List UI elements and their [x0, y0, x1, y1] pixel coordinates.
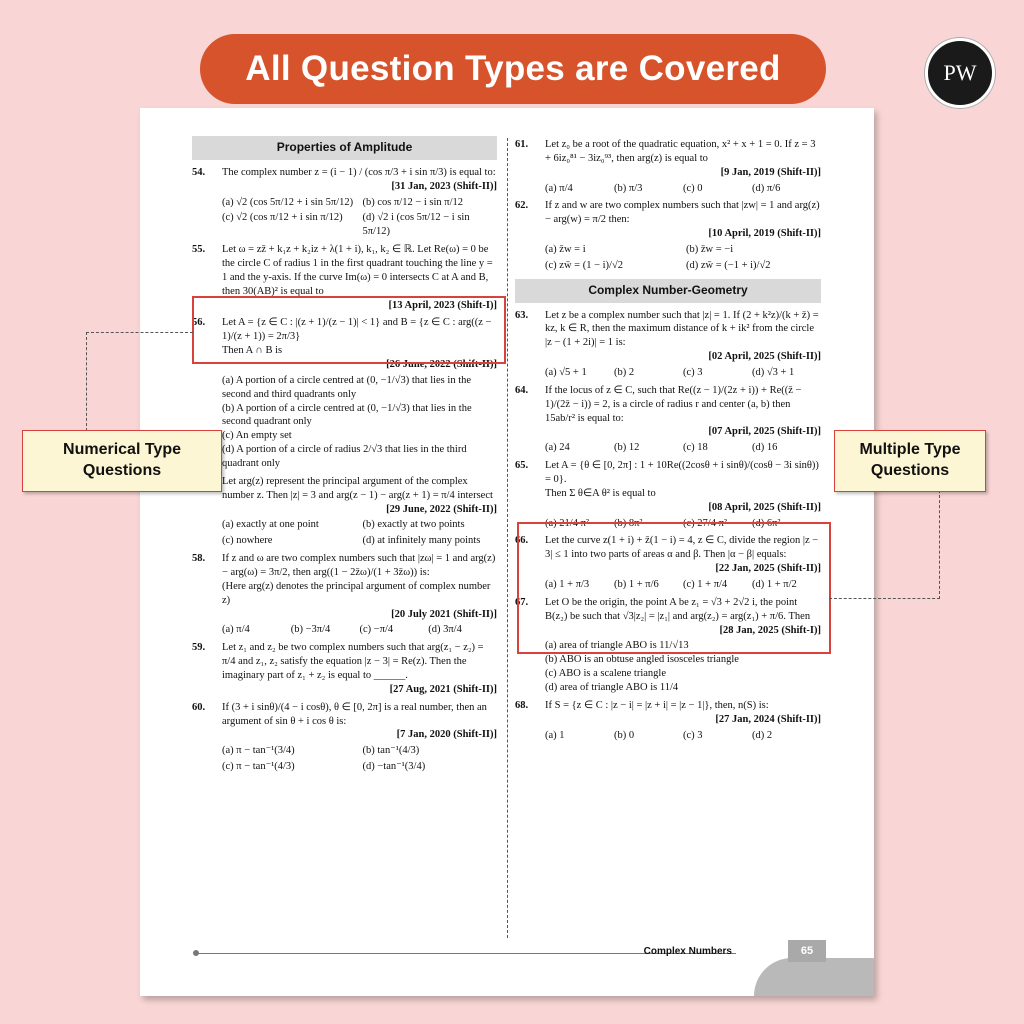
exam-reference: [31 Jan, 2023 (Shift-II)] — [391, 180, 497, 192]
left-column — [192, 136, 497, 778]
option-item: (b) exactly at two points — [362, 519, 465, 531]
option-item: (b) π/3 — [614, 182, 643, 194]
highlight-box-q65 — [517, 522, 831, 654]
question-number: 62. — [515, 200, 529, 212]
options-list — [192, 374, 497, 471]
option-item: (c) 27/4 π² — [683, 517, 728, 529]
exam-reference: [29 June, 2022 (Shift-II)] — [386, 503, 497, 515]
question-text: If (3 + i sinθ)/(4 − i cosθ), θ ∈ [0, 2π] is a real number, then an argument of sin θ + i cos θ is: — [222, 701, 487, 727]
question-number: 59. — [192, 642, 206, 654]
question-number: 64. — [515, 384, 529, 396]
question-text: If the locus of z ∈ C, such that Re((z − 1)/(2z + i)) + Re((z̄ − 1)/(2z̄ − i)) = 2, is a circle of radius r and center (a, b) then 15ab/r² is equal to: — [545, 384, 802, 424]
option-item: (b) A portion of a circle centred at (0, −1/√3) that lies in the second quadrant only — [222, 402, 472, 428]
option-item: (d) √2 i (cos 5π/12 − i sin 5π/12) — [362, 212, 470, 238]
question-68 — [515, 699, 821, 743]
question-65 — [515, 459, 821, 530]
exam-reference: [27 Jan, 2024 (Shift-II)] — [715, 713, 821, 725]
option-item: (a) π − tan⁻¹(3/4) — [222, 745, 295, 757]
section-title-geometry: Complex Number-Geometry — [515, 279, 821, 303]
highlight-box-q55 — [192, 296, 506, 364]
option-item: (b) 1 + π/6 — [614, 579, 659, 591]
question-number: 66. — [515, 535, 529, 547]
options-list — [515, 182, 821, 196]
question-text: If S = {z ∈ C : |z − i| = |z + i| = |z − 1|}, then, n(S) is: — [545, 699, 769, 711]
exam-reference: [26 June, 2022 (Shift-II)] — [386, 359, 497, 370]
option-item: (a) π/4 — [222, 624, 250, 636]
option-item: (c) π − tan⁻¹(4/3) — [222, 761, 295, 773]
exam-reference: [02 April, 2025 (Shift-II)] — [708, 351, 821, 363]
pw-logo-icon: PW — [925, 38, 995, 108]
option-item: (b) 0 — [614, 729, 635, 741]
exam-reference: [07 April, 2025 (Shift-II)] — [708, 426, 821, 438]
question-text: Let z₁ and z₂ be two complex numbers such that arg(z₁ − z₂) = π/4 and z₁, z₂ satisfy the equation |z − 3| = Re(z). Then the imaginary part of z₁ + z₂ is equal to ______. — [222, 642, 484, 682]
exam-reference: [20 July 2021 (Shift-II)] — [391, 608, 497, 620]
footer-chapter: Complex Numbers — [643, 946, 732, 957]
option-item: (d) zw̄ = (−1 + i)/√2 — [686, 259, 771, 271]
question-text: The complex number z = (i − 1) / (cos π/3 + i sin π/3) is equal to: — [222, 166, 496, 178]
option-item: (b) 12 — [614, 442, 640, 454]
callout-multiple: Multiple Type Questions — [834, 430, 986, 492]
option-item: (d) 2 — [752, 729, 773, 741]
option-item: (c) 18 — [683, 442, 708, 454]
question-text: Let O be the origin, the point A be z₁ = √3 + 2√2 i, the point B(z₂) be such that √3|z₂| = |z₁| and arg(z₂) = arg(z₁) + π/6. Then — [545, 596, 811, 622]
option-item: (c) −π/4 — [359, 624, 394, 636]
option-item: (b) cos π/12 − i sin π/12 — [362, 196, 464, 208]
options-list — [515, 366, 821, 380]
question-54 — [192, 166, 497, 239]
question-63 — [515, 309, 821, 380]
right-column — [515, 138, 821, 746]
option-item: (a) exactly at one point — [222, 519, 319, 531]
question-number: 67. — [515, 596, 529, 608]
option-item: (b) −3π/4 — [290, 624, 331, 636]
options-list — [515, 441, 821, 455]
exam-reference: [08 April, 2025 (Shift-II)] — [708, 501, 821, 513]
exam-reference: [7 Jan, 2020 (Shift-II)] — [396, 729, 497, 741]
exam-reference: [28 Jan, 2025 (Shift-I)] — [719, 624, 821, 636]
option-item: (b) ABO is an obtuse angled isosceles triangle — [545, 654, 739, 666]
banner-title: All Question Types are Covered — [200, 34, 826, 104]
options-list — [192, 744, 497, 774]
question-text: Let z₀ be a root of the quadratic equation, x² + x + 1 = 0. If z = 3 + 6iz₀⁸¹ − 3iz₀⁹³, then arg(z) is equal to — [545, 139, 816, 164]
option-item: (a) π/4 — [545, 182, 573, 194]
option-item: (d) 16 — [752, 442, 778, 454]
options-list — [515, 243, 821, 273]
question-number: 63. — [515, 309, 529, 321]
option-item: (c) √2 (cos π/12 + i sin π/12) — [222, 212, 343, 224]
option-item: (a) area of triangle ABO is 11/√13 — [545, 640, 689, 652]
option-item: (b) z̄w = −i — [686, 244, 734, 256]
option-item: (d) at infinitely many points — [362, 535, 481, 547]
question-text: Let A = {z ∈ C : |(z + 1)/(z − 1)| < 1} and B = {z ∈ C : arg((z − 1)/(z + 1)) = 2π/3} — [222, 317, 492, 343]
option-item: (a) √5 + 1 — [545, 367, 587, 378]
connector-multiple — [829, 490, 940, 599]
page-number: 65 — [788, 940, 826, 962]
option-item: (a) 21/4 π² — [545, 517, 590, 529]
question-number: 65. — [515, 460, 529, 472]
exam-reference: [13 April, 2023 (Shift-I)] — [388, 299, 497, 311]
option-item: (a) 1 + π/3 — [545, 579, 590, 591]
option-item: (a) 24 — [545, 442, 570, 454]
question-text: Let ω = zz̄ + k₁z + k₂iz + λ(1 + i), k₁, k₂ ∈ ℝ. Let Re(ω) = 0 be the circle C of radius 1 in the first quadrant touching the line y = 1 and the y-axis. If the curve Im(ω) = 0 intersects C at A and B, then 30(AB)² is equal to — [222, 244, 493, 297]
option-item: (b) 8π² — [614, 517, 643, 529]
question-text: Let the curve z(1 + i) + z̄(1 − i) = 4, z ∈ C, divide the region |z − 3| ≤ 1 into two parts of areas α and β. Then |α − β| equals: — [545, 535, 819, 561]
option-item: (d) A portion of a circle of radius 2/√3 that lies in the third quadrant only — [222, 444, 467, 470]
question-number: 58. — [192, 553, 206, 565]
option-item: (c) 0 — [683, 182, 703, 194]
question-text: If z and w are two complex numbers such that |zw| = 1 and arg(z) − arg(w) = π/2 then: — [545, 200, 820, 226]
option-item: (c) zw̄ = (1 − i)/√2 — [545, 259, 623, 271]
page-footer — [196, 946, 816, 960]
option-item: (d) −tan⁻¹(3/4) — [362, 761, 426, 773]
exam-reference: [27 Aug, 2021 (Shift-II)] — [389, 683, 497, 695]
option-item: (d) area of triangle ABO is 11/4 — [545, 682, 679, 694]
option-item: (a) z̄w = i — [545, 244, 586, 256]
option-item: (c) An empty set — [222, 430, 292, 442]
question-subtext: (Here arg(z) denotes the principal argument of complex number z) — [222, 580, 491, 606]
question-number: 56. — [192, 317, 206, 329]
exam-reference: [10 April, 2019 (Shift-II)] — [708, 228, 821, 240]
option-item: (b) tan⁻¹(4/3) — [362, 745, 420, 757]
question-text: Let z be a complex number such that |z| = 1. If (2 + k²z)/(k + z̄) = kz, k ∈ R, then the maximum distance of k + ik² from the circle |z − (1 + 2i)| = 1 is: — [545, 309, 819, 349]
option-item: (d) 1 + π/2 — [752, 579, 797, 591]
option-item: (d) 3π/4 — [428, 624, 462, 636]
question-number: 68. — [515, 699, 529, 711]
options-list — [192, 518, 497, 548]
option-item: (c) nowhere — [222, 535, 273, 547]
question-text: Let arg(z) represent the principal argument of the complex number z. Then |z| = 3 and arg(z − 1) − arg(z + 1) = π/4 intersect — [222, 475, 493, 501]
callout-numerical: Numerical Type Questions — [22, 430, 222, 492]
question-number: 55. — [192, 244, 206, 256]
question-60 — [192, 701, 497, 774]
question-59 — [192, 641, 497, 696]
question-64 — [515, 384, 821, 455]
question-subtext: Then Σ θ∈A θ² is equal to — [545, 487, 656, 499]
options-list — [192, 196, 497, 240]
question-61 — [515, 138, 821, 195]
option-item: (a) √2 (cos 5π/12 + i sin 5π/12) — [222, 196, 354, 208]
column-divider — [507, 138, 508, 938]
option-item: (c) 3 — [683, 729, 703, 741]
section-title-amplitude: Properties of Amplitude — [192, 136, 497, 160]
option-item: (d) 6π² — [752, 517, 781, 529]
option-item: (c) 3 — [683, 367, 703, 378]
connector-numerical — [86, 332, 193, 431]
question-text: Let A = {θ ∈ [0, 2π] : 1 + 10Re((2cosθ + i sinθ)/(cosθ − 3i sinθ)) = 0}. — [545, 460, 819, 486]
exam-reference: [9 Jan, 2019 (Shift-II)] — [720, 166, 821, 178]
question-number: 61. — [515, 139, 529, 150]
option-item: (c) ABO is a scalene triangle — [545, 668, 666, 680]
question-62 — [515, 199, 821, 272]
footer-decoration — [754, 958, 874, 996]
option-item: (b) 2 — [614, 367, 635, 378]
option-item: (d) √3 + 1 — [752, 367, 795, 378]
question-58 — [192, 552, 497, 637]
option-item: (a) A portion of a circle centred at (0, −1/√3) that lies in the second and third quadrants only — [222, 374, 472, 400]
options-list — [515, 729, 821, 743]
question-subtext: Then A ∩ B is — [222, 345, 283, 357]
exam-reference: [22 Jan, 2025 (Shift-II)] — [715, 563, 821, 575]
question-text: If z and ω are two complex numbers such that |zω| = 1 and arg(z) − arg(ω) = 3π/2, then arg((1 − 2z̄ω)/(1 + 3z̄ω)) is: — [222, 553, 496, 579]
option-item: (a) 1 — [545, 729, 565, 741]
textbook-page — [140, 108, 874, 996]
question-57 — [192, 475, 497, 548]
options-list — [192, 623, 497, 637]
option-item: (c) 1 + π/4 — [683, 579, 728, 591]
question-number: 54. — [192, 166, 206, 178]
question-number: 60. — [192, 701, 206, 713]
option-item: (d) π/6 — [752, 182, 781, 194]
